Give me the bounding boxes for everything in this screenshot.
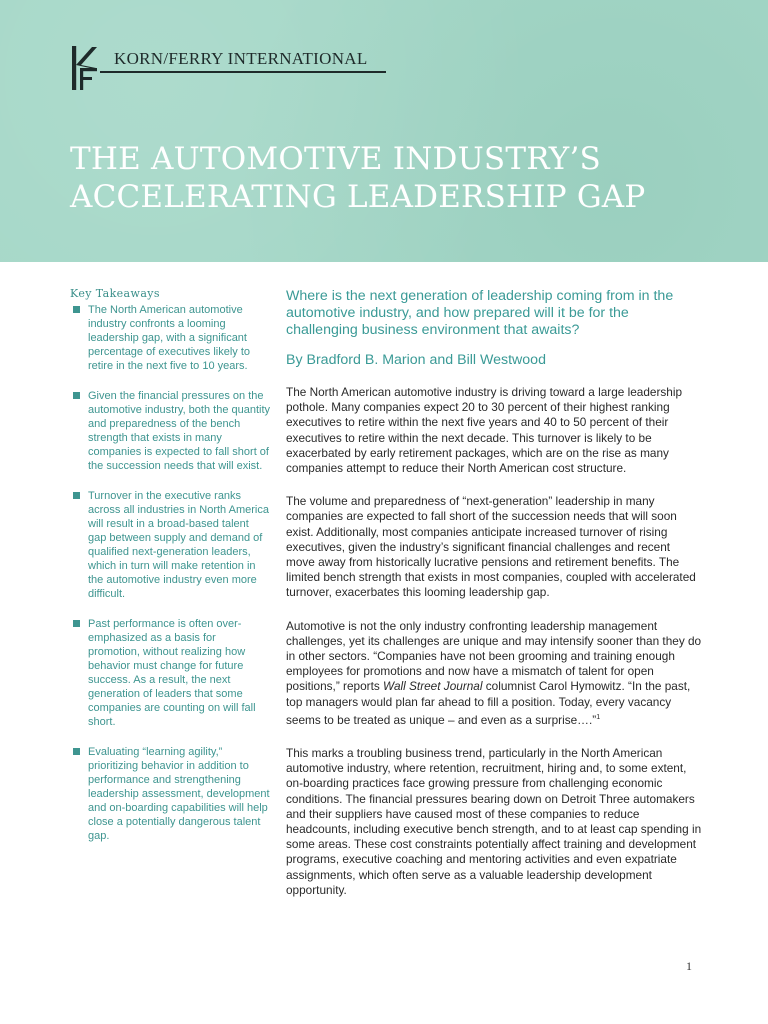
square-bullet-icon [73, 748, 80, 755]
takeaway-text: Evaluating “learning agility,” prioritizing behavior in addition to performance and strengthening leadership assessment, development and on-boarding capabilities will help close a potentially dangerous talent gap. [88, 746, 270, 842]
body-paragraph-4: This marks a troubling business trend, particularly in the North American automotive industry, where retention, recruitment, hiring and, to some extent, on-boarding practices face growing pressure from challenging economic conditions. The financial pressures bearing down on Detroit Three automakers and their suppliers have caused most of these companies to reduce headcounts, including executive bench strength, and to at least cap spending in some areas. These cost constraints potentially affect training and development programs, executive coaching and mentoring activities and even expatriate assignments, which often serve as a valuable leadership development opportunity. [286, 745, 702, 897]
takeaway-text: The North American automotive industry confronts a looming leadership gap, with a significant percentage of executives likely to retire in the next five to 10 years. [88, 304, 251, 372]
takeaway-item [70, 489, 270, 601]
square-bullet-icon [73, 306, 80, 313]
page-title [70, 140, 750, 216]
takeaway-text: Past performance is often over-emphasized as a basis for promotion, without realizing how behavior must change for future success. As a result, the next generation of leaders that some companies are counting on will fall short. [88, 618, 256, 728]
page-number: 1 [686, 959, 692, 973]
article-main [286, 288, 702, 916]
paragraph-text: Automotive is not the only industry confronting leadership management challenges, yet its challenges are unique and may intensify sooner than they do in other sectors. “Companies have not been grooming and training enough employees for promotions and now have a mismatch of talent for open positions,” reports [286, 618, 702, 694]
body-paragraph-1: The North American automotive industry is driving toward a large leadership pothole. Many companies expect 20 to 30 percent of their highest ranking executives to retire within the next five years and 40 to 50 percent of their executives to retire within the next decade. This turnover is likely to be exacerbated by early retirement packages, which are on the rise as many companies attempt to reduce their North American cost structure. [286, 385, 683, 476]
key-takeaways-heading: Key Takeaways [70, 287, 160, 300]
journal-name: Wall Street Journal [383, 679, 483, 694]
title-line-1: THE AUTOMOTIVE INDUSTRY’S [70, 141, 601, 177]
korn-ferry-logo [70, 46, 102, 90]
byline: By Bradford B. Marion and Bill Westwood [286, 352, 546, 368]
takeaway-item [70, 745, 270, 843]
lead-question: Where is the next generation of leadership coming from in the automotive industry, and how prepared will it be for the challenging business environment that awaits? [286, 288, 674, 338]
key-takeaways-sidebar [70, 287, 270, 859]
square-bullet-icon [73, 620, 80, 627]
body-paragraph-3 [286, 619, 702, 728]
takeaway-item [70, 303, 270, 373]
paragraph-text: columnist Carol Hymowitz. “In the past, top managers would plan far ahead to fill a position. Today, every vacancy seems to be treated as unique – and even as a surprise….” [286, 679, 691, 727]
takeaway-item [70, 389, 270, 473]
footnote-marker: 1 [596, 713, 601, 721]
takeaway-text: Turnover in the executive ranks across all industries in North America will result in a broad-based talent gap between supply and demand of qualified next-generation leaders, which in turn will make retention in the automotive industry even more difficult. [88, 490, 269, 600]
square-bullet-icon [73, 392, 80, 399]
takeaway-item [70, 617, 270, 729]
company-name: KORN/FERRY INTERNATIONAL [114, 49, 368, 68]
takeaway-text: Given the financial pressures on the automotive industry, both the quantity and preparedness of the bench strength that exists in many companies is expected to fall short of the succession needs that will exist. [88, 390, 271, 472]
body-paragraph-2: The volume and preparedness of “next-generation” leadership in many companies are expected to fall short of the succession needs that will soon exist. Additionally, most companies anticipate increased turnover of rising executives, given the industry’s significant financial challenges and recent move away from historically lucrative pensions and retirement benefits. The limited bench strength that exists in most companies, coupled with accelerated turnover, exacerbates this looming leadership gap. [286, 494, 696, 600]
square-bullet-icon [73, 492, 80, 499]
key-takeaways-list [70, 303, 270, 843]
header-banner [0, 0, 768, 262]
company-underline [100, 71, 386, 73]
article-body [286, 385, 702, 898]
title-line-2: ACCELERATING LEADERSHIP GAP [70, 179, 646, 215]
